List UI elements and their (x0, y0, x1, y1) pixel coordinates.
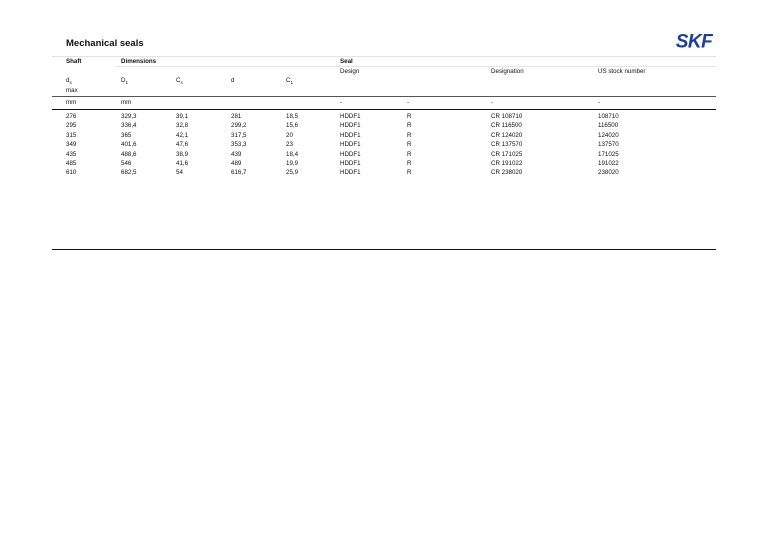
cell-c1: 18,4 (286, 150, 299, 158)
cell-us-stock: 137570 (598, 141, 619, 149)
table-row (0, 113, 768, 122)
header-c1: $C_1$ (286, 77, 293, 85)
unit-type: - (407, 99, 410, 106)
header-d: d (231, 77, 235, 84)
cell-design: HDDF1 (340, 131, 361, 139)
cell-type: R (407, 159, 412, 167)
cell-d1: 682,5 (121, 169, 137, 177)
cell-designation: CR 171025 (491, 150, 523, 158)
cell-us-stock: 238020 (598, 169, 619, 177)
cell-d1: 365 (121, 131, 132, 139)
cell-d1: 401,6 (121, 141, 137, 149)
cell-d1: 546 (121, 159, 132, 167)
page-title: Mechanical seals (66, 38, 144, 49)
cell-cs: 47,6 (176, 141, 189, 149)
cell-cs: 38,9 (176, 150, 189, 158)
cell-ds: 276 (66, 113, 77, 120)
table-bottom-rule (52, 249, 716, 250)
cell-c1: 23 (286, 141, 293, 149)
cell-type: R (407, 113, 412, 120)
header-sub-rule (115, 66, 716, 67)
cell-design: HDDF1 (340, 150, 361, 158)
cell-d: 281 (231, 113, 242, 120)
cell-us-stock: 124020 (598, 131, 619, 139)
table-row (0, 141, 768, 150)
logo-text: SKF (675, 31, 713, 51)
header-us-stock: US stock number (598, 68, 646, 75)
cell-d: 299,2 (231, 122, 247, 130)
table-row (0, 160, 768, 169)
cell-designation: CR 238020 (491, 169, 523, 177)
header-cs: $C_s$ (176, 77, 183, 85)
cell-design: HDDF1 (340, 141, 361, 149)
unit-designation: - (491, 99, 494, 106)
units-bottom-rule (52, 109, 716, 110)
cell-c1: 25,9 (286, 169, 299, 177)
cell-c1: 18,5 (286, 113, 299, 120)
header-ds: $d_s$ (66, 77, 72, 85)
cell-type: R (407, 141, 412, 149)
cell-cs: 32,8 (176, 122, 189, 130)
cell-d: 616,7 (231, 169, 247, 177)
cell-ds: 315 (66, 131, 77, 139)
cell-cs: 42,1 (176, 131, 189, 139)
cell-us-stock: 191022 (598, 159, 619, 167)
cell-ds: 295 (66, 122, 77, 130)
cell-designation: CR 124020 (491, 131, 523, 139)
cell-d: 489 (231, 159, 242, 167)
cell-us-stock: 116500 (598, 122, 619, 130)
cell-design: HDDF1 (340, 122, 361, 130)
unit-design: - (340, 99, 343, 106)
header-design: Design (340, 68, 360, 75)
cell-ds: 485 (66, 159, 77, 167)
cell-ds: 610 (66, 169, 77, 177)
header-dimensions: Dimensions (121, 58, 157, 65)
cell-type: R (407, 122, 412, 130)
header-shaft: Shaft (66, 58, 82, 65)
cell-type: R (407, 169, 412, 177)
cell-d: 317,5 (231, 131, 247, 139)
skf-logo (668, 31, 720, 51)
header-seal: Seal (340, 58, 353, 65)
table-row (0, 169, 768, 178)
cell-c1: 15,6 (286, 122, 299, 130)
header-ds-max: max (66, 87, 78, 94)
unit-us-stock: - (598, 99, 601, 106)
cell-designation: CR 116500 (491, 122, 522, 130)
cell-designation: CR 137570 (491, 141, 523, 149)
cell-design: HDDF1 (340, 169, 361, 177)
cell-d: 353,3 (231, 141, 247, 149)
cell-type: R (407, 150, 412, 158)
header-d1: $D_1$ (121, 77, 128, 85)
units-top-rule (52, 96, 716, 97)
cell-type: R (407, 131, 412, 139)
table-body (0, 113, 768, 179)
cell-us-stock: 171025 (598, 150, 619, 158)
cell-us-stock: 108710 (598, 113, 619, 120)
cell-designation: CR 108710 (491, 113, 523, 120)
cell-designation: CR 191022 (491, 159, 523, 167)
cell-d: 439 (231, 150, 242, 158)
unit-shaft: mm (66, 99, 77, 106)
cell-ds: 349 (66, 141, 77, 149)
table-row (0, 122, 768, 131)
cell-cs: 41,6 (176, 159, 189, 167)
table-row (0, 132, 768, 141)
table-row (0, 151, 768, 160)
cell-design: HDDF1 (340, 159, 361, 167)
cell-d1: 329,3 (121, 113, 137, 120)
cell-c1: 20 (286, 131, 293, 139)
cell-cs: 54 (176, 169, 183, 177)
cell-d1: 336,4 (121, 122, 137, 130)
cell-cs: 39,1 (176, 113, 189, 120)
header-designation: Designation (491, 68, 524, 75)
header-top-rule (52, 56, 716, 57)
cell-ds: 435 (66, 150, 77, 158)
cell-design: HDDF1 (340, 113, 361, 120)
unit-dimensions: mm (121, 99, 132, 106)
cell-d1: 488,6 (121, 150, 137, 158)
cell-c1: 19,9 (286, 159, 299, 167)
